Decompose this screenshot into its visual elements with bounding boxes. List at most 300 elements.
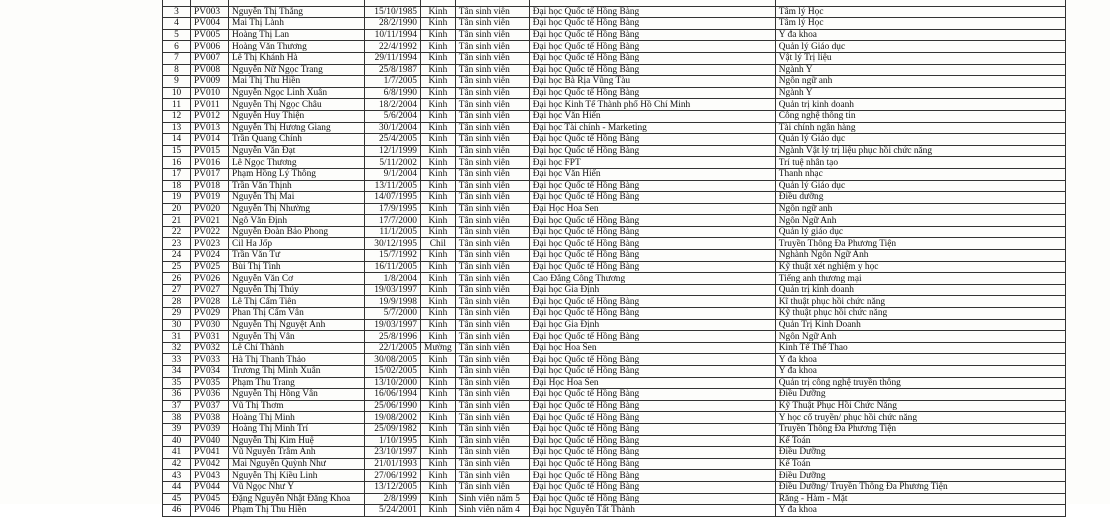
dob-cell: 19/03/1997 [365, 284, 421, 296]
ethnicity-cell: Kinh [421, 412, 456, 424]
stt-cell: 30 [163, 319, 191, 331]
school-cell: Đại học Quốc tế Hồng Bàng [529, 215, 775, 227]
dob-cell: 25/8/1987 [365, 64, 421, 76]
dob-cell: 2/8/1999 [365, 493, 421, 505]
code-cell: PV039 [191, 423, 229, 435]
name-cell: Lê Ngọc Thương [229, 157, 365, 169]
ethnicity-cell: Kinh [421, 458, 456, 470]
school-cell: Cao Đẳng Công Thương [529, 273, 775, 285]
code-cell: PV044 [191, 481, 229, 493]
name-cell: Mai Thị Thu Hiền [229, 76, 365, 88]
table-row [163, 18, 1066, 30]
name-cell: Vũ Thị Thơm [229, 400, 365, 412]
school-cell: Đại học Quốc tế Hồng Bàng [529, 180, 775, 192]
code-cell: PV036 [191, 389, 229, 401]
dob-cell: 10/11/1994 [365, 29, 421, 41]
table-row [163, 308, 1066, 320]
code-cell: PV008 [191, 64, 229, 76]
code-cell: PV031 [191, 331, 229, 343]
ethnicity-cell: Kinh [421, 481, 456, 493]
name-cell: Ngô Văn Định [229, 215, 365, 227]
major-cell: Quản lý Giáo dục [775, 134, 1065, 146]
school-cell: Đại học Gia Định [529, 319, 775, 331]
code-cell: PV040 [191, 435, 229, 447]
stt-cell: 21 [163, 215, 191, 227]
name-cell: Trần Quang Chính [229, 134, 365, 146]
school-cell: Đại học Quốc tế Hồng Bàng [529, 447, 775, 459]
ethnicity-cell: Chil [421, 238, 456, 250]
major-cell: Ngôn ngữ anh [775, 76, 1065, 88]
dob-cell: 19/9/1998 [365, 296, 421, 308]
ethnicity-cell: Kinh [421, 192, 456, 204]
table-row [163, 203, 1066, 215]
dob-cell: 1/10/1995 [365, 435, 421, 447]
table-row [163, 400, 1066, 412]
table-row [163, 423, 1066, 435]
school-cell: Đại học Quốc tế Hồng Bàng [529, 412, 775, 424]
school-cell: Đại học Văn Hiến [529, 110, 775, 122]
major-cell: Điều dưỡng [775, 192, 1065, 204]
dob-cell: 19/03/1997 [365, 319, 421, 331]
table-body [163, 0, 1066, 516]
dob-cell: 22/1/2005 [365, 342, 421, 354]
status-cell: Tân sinh viên [455, 377, 529, 389]
table-row [163, 447, 1066, 459]
school-cell: Đại học Quốc tế Hồng Bàng [529, 400, 775, 412]
dob-cell: 30/12/1995 [365, 238, 421, 250]
stt-cell: 40 [163, 435, 191, 447]
name-cell: Nguyễn Thị Hương Giang [229, 122, 365, 134]
stt-cell: 8 [163, 64, 191, 76]
name-cell: Lê Thị Cẩm Tiên [229, 296, 365, 308]
table-row [163, 250, 1066, 262]
name-cell: Hoàng Thị Lan [229, 29, 365, 41]
table-row [163, 389, 1066, 401]
school-cell: Đại học Hoa Sen [529, 342, 775, 354]
dob-cell: 25/4/2005 [365, 134, 421, 146]
name-cell: Nguyễn Thị Kiều Linh [229, 470, 365, 482]
name-cell: Nguyễn Đoàn Bảo Phong [229, 226, 365, 238]
status-cell: Tân sinh viên [455, 76, 529, 88]
table-row [163, 284, 1066, 296]
code-cell: PV004 [191, 18, 229, 30]
status-cell: Tân sinh viên [455, 41, 529, 53]
ethnicity-cell: Kinh [421, 261, 456, 273]
code-cell: PV029 [191, 308, 229, 320]
ethnicity-cell: Mường [421, 342, 456, 354]
major-cell: Kinh Tế Thể Thao [775, 342, 1065, 354]
code-cell: PV019 [191, 192, 229, 204]
code-cell: PV032 [191, 342, 229, 354]
name-cell: Phạm Thị Thu Hiền [229, 505, 365, 517]
dob-cell: 21/01/1993 [365, 458, 421, 470]
major-cell: Điều Dưỡng [775, 447, 1065, 459]
code-cell: PV046 [191, 505, 229, 517]
status-cell: Tân sinh viên [455, 87, 529, 99]
dob-cell: 15/02/2005 [365, 366, 421, 378]
ethnicity-cell: Kinh [421, 377, 456, 389]
major-cell: Tiếng anh thương mại [775, 273, 1065, 285]
school-cell: Đại học Quốc tế Hồng Bàng [529, 296, 775, 308]
major-cell: Ngôn ngữ anh [775, 203, 1065, 215]
code-cell: PV021 [191, 215, 229, 227]
table-row [163, 87, 1066, 99]
dob-cell: 30/08/2005 [365, 354, 421, 366]
status-cell: Tân sinh viên [455, 284, 529, 296]
name-cell: Nguyễn Nữ Ngọc Trang [229, 64, 365, 76]
major-cell: Quản trị kinh doanh [775, 284, 1065, 296]
major-cell: Điều Dưỡng [775, 470, 1065, 482]
name-cell: Lê Chí Thành [229, 342, 365, 354]
status-cell: Tân sinh viên [455, 366, 529, 378]
stt-cell: 11 [163, 99, 191, 111]
major-cell: Điều Dưỡng/ Truyền Thông Đa Phương Tiện [775, 481, 1065, 493]
major-cell: Ngôn Ngữ Anh [775, 331, 1065, 343]
ethnicity-cell: Kinh [421, 99, 456, 111]
status-cell: Tân sinh viên [455, 238, 529, 250]
status-cell: Tân sinh viên [455, 52, 529, 64]
major-cell: Tâm lý Học [775, 18, 1065, 30]
dob-cell: 17/7/2000 [365, 215, 421, 227]
status-cell: Tân sinh viên [455, 157, 529, 169]
stt-cell: 38 [163, 412, 191, 424]
school-cell: Đại học Quốc tế Hồng Bàng [529, 87, 775, 99]
major-cell: Vật lý Trị liệu [775, 52, 1065, 64]
dob-cell: 5/11/2002 [365, 157, 421, 169]
stt-cell: 20 [163, 203, 191, 215]
table-row [163, 354, 1066, 366]
name-cell: Nguyễn Thị Kim Huệ [229, 435, 365, 447]
status-cell: Sinh viên năm 4 [455, 505, 529, 517]
stt-cell: 28 [163, 296, 191, 308]
major-cell: Kỹ Thuật Phục Hồi Chức Năng [775, 400, 1065, 412]
school-cell: Đại học Quốc tế Hồng Bàng [529, 470, 775, 482]
stt-cell: 36 [163, 389, 191, 401]
ethnicity-cell: Kinh [421, 226, 456, 238]
stt-cell: 7 [163, 52, 191, 64]
ethnicity-cell: Kinh [421, 505, 456, 517]
code-cell: PV027 [191, 284, 229, 296]
stt-cell: 41 [163, 447, 191, 459]
status-cell: Tân sinh viên [455, 18, 529, 30]
stt-cell: 34 [163, 366, 191, 378]
ethnicity-cell: Kinh [421, 203, 456, 215]
major-cell: Y đa khoa [775, 505, 1065, 517]
major-cell: Truyền Thông Đa Phương Tiện [775, 238, 1065, 250]
ethnicity-cell: Kinh [421, 447, 456, 459]
table-row [163, 157, 1066, 169]
school-cell: Đại học Quốc tế Hồng Bàng [529, 493, 775, 505]
status-cell: Tân sinh viên [455, 342, 529, 354]
name-cell: Vũ Nguyễn Trâm Anh [229, 447, 365, 459]
code-cell: PV023 [191, 238, 229, 250]
status-cell: Tân sinh viên [455, 319, 529, 331]
school-cell: Đại học Quốc tế Hồng Bàng [529, 145, 775, 157]
major-cell: Trí tuệ nhân tạo [775, 157, 1065, 169]
ethnicity-cell: Kinh [421, 493, 456, 505]
status-cell: Tân sinh viên [455, 29, 529, 41]
code-cell: PV042 [191, 458, 229, 470]
school-cell: Đại học Quốc tế Hồng Bàng [529, 458, 775, 470]
major-cell: Nghành Ngôn Ngữ Anh [775, 250, 1065, 262]
major-cell: Truyền Thông Đa Phương Tiện [775, 423, 1065, 435]
ethnicity-cell: Kinh [421, 76, 456, 88]
ethnicity-cell: Kinh [421, 400, 456, 412]
code-cell: PV043 [191, 470, 229, 482]
status-cell: Tân sinh viên [455, 423, 529, 435]
ethnicity-cell: Kinh [421, 423, 456, 435]
code-cell: PV025 [191, 261, 229, 273]
stt-cell: 33 [163, 354, 191, 366]
table-row [163, 180, 1066, 192]
code-cell: PV037 [191, 400, 229, 412]
name-cell: Nguyễn Văn Cơ [229, 273, 365, 285]
dob-cell: 12/1/1999 [365, 145, 421, 157]
ethnicity-cell: Kinh [421, 110, 456, 122]
status-cell: Tân sinh viên [455, 435, 529, 447]
dob-cell: 18/2/2004 [365, 99, 421, 111]
stt-cell: 42 [163, 458, 191, 470]
stt-cell: 12 [163, 110, 191, 122]
table-row [163, 52, 1066, 64]
table-row [163, 192, 1066, 204]
ethnicity-cell: Kinh [421, 64, 456, 76]
stt-cell: 37 [163, 400, 191, 412]
dob-cell: 5/7/2000 [365, 308, 421, 320]
name-cell: Nguyễn Thị Mai [229, 192, 365, 204]
status-cell: Tân sinh viên [455, 134, 529, 146]
dob-cell: 13/12/2005 [365, 481, 421, 493]
table-row [163, 261, 1066, 273]
school-cell: Đại học Quốc tế Hồng Bàng [529, 435, 775, 447]
ethnicity-cell: Kinh [421, 29, 456, 41]
school-cell: Đại học Quốc tế Hồng Bàng [529, 18, 775, 30]
school-cell: Đại học Quốc tế Hồng Bàng [529, 423, 775, 435]
status-cell: Tân sinh viên [455, 6, 529, 18]
status-cell: Tân sinh viên [455, 481, 529, 493]
name-cell: Nguyễn Thị Ngọc Châu [229, 99, 365, 111]
status-cell: Tân sinh viên [455, 64, 529, 76]
status-cell: Tân sinh viên [455, 412, 529, 424]
status-cell: Tân sinh viên [455, 99, 529, 111]
stt-cell: 31 [163, 331, 191, 343]
major-cell: Ngành Y [775, 64, 1065, 76]
dob-cell: 25/8/1996 [365, 331, 421, 343]
table-row [163, 41, 1066, 53]
ethnicity-cell: Kinh [421, 296, 456, 308]
code-cell: PV041 [191, 447, 229, 459]
dob-cell: 30/1/2004 [365, 122, 421, 134]
code-cell: PV034 [191, 366, 229, 378]
major-cell: Thanh nhạc [775, 168, 1065, 180]
major-cell: Kĩ thuật phục hồi chức năng [775, 296, 1065, 308]
name-cell: Nguyễn Thị Thúy [229, 284, 365, 296]
ethnicity-cell: Kinh [421, 122, 456, 134]
major-cell: Tài chính ngân hàng [775, 122, 1065, 134]
name-cell: Nguyễn Huy Thiện [229, 110, 365, 122]
table-row [163, 342, 1066, 354]
student-list-table [162, 0, 1066, 517]
ethnicity-cell: Kinh [421, 389, 456, 401]
major-cell: Ngành Vật lý trị liệu phục hồi chức năng [775, 145, 1065, 157]
stt-cell: 5 [163, 29, 191, 41]
dob-cell: 27/06/1992 [365, 470, 421, 482]
status-cell: Tân sinh viên [455, 458, 529, 470]
school-cell: Đại học Nguyễn Tất Thành [529, 505, 775, 517]
school-cell: Đại Học Hoa Sen [529, 377, 775, 389]
stt-cell: 26 [163, 273, 191, 285]
code-cell: PV010 [191, 87, 229, 99]
ethnicity-cell: Kinh [421, 284, 456, 296]
dob-cell: 17/9/1995 [365, 203, 421, 215]
ethnicity-cell: Kinh [421, 273, 456, 285]
major-cell: Y đa khoa [775, 354, 1065, 366]
dob-cell: 15/10/1985 [365, 6, 421, 18]
school-cell: Đại học Quốc tế Hồng Bàng [529, 41, 775, 53]
school-cell: Đại học FPT [529, 157, 775, 169]
stt-cell: 25 [163, 261, 191, 273]
ethnicity-cell: Kinh [421, 215, 456, 227]
code-cell: PV028 [191, 296, 229, 308]
major-cell: Quản trị kinh doanh [775, 99, 1065, 111]
school-cell: Đại học Quốc tế Hồng Bàng [529, 134, 775, 146]
code-cell: PV026 [191, 273, 229, 285]
school-cell: Đại học Quốc tế Hồng Bàng [529, 6, 775, 18]
school-cell: Đại học Quốc tế Hồng Bàng [529, 481, 775, 493]
name-cell: Đặng Nguyễn Nhật Đăng Khoa [229, 493, 365, 505]
stt-cell: 46 [163, 505, 191, 517]
table-row [163, 168, 1066, 180]
status-cell: Tân sinh viên [455, 308, 529, 320]
code-cell: PV005 [191, 29, 229, 41]
status-cell: Tân sinh viên [455, 354, 529, 366]
name-cell: Nguyễn Văn Đạt [229, 145, 365, 157]
ethnicity-cell: Kinh [421, 354, 456, 366]
status-cell: Tân sinh viên [455, 110, 529, 122]
dob-cell: 5/6/2004 [365, 110, 421, 122]
major-cell: Y học cổ truyền/ phục hồi chức năng [775, 412, 1065, 424]
name-cell: Cil Ha Jốp [229, 238, 365, 250]
school-cell: Đại học Quốc tế Hồng Bàng [529, 308, 775, 320]
major-cell: Công nghệ thông tin [775, 110, 1065, 122]
ethnicity-cell: Kinh [421, 250, 456, 262]
code-cell: PV035 [191, 377, 229, 389]
name-cell: Phạm Hồng Lý Thông [229, 168, 365, 180]
school-cell: Đại học Quốc tế Hồng Bàng [529, 29, 775, 41]
major-cell: Ngôn Ngữ Anh [775, 215, 1065, 227]
code-cell: PV015 [191, 145, 229, 157]
stt-cell: 4 [163, 18, 191, 30]
name-cell: Mai Nguyễn Quỳnh Như [229, 458, 365, 470]
dob-cell: 15/7/1992 [365, 250, 421, 262]
stt-cell: 9 [163, 76, 191, 88]
table-row [163, 331, 1066, 343]
code-cell: PV022 [191, 226, 229, 238]
stt-cell: 15 [163, 145, 191, 157]
dob-cell: 25/06/1990 [365, 400, 421, 412]
table-row [163, 435, 1066, 447]
name-cell: Trương Thị Minh Xuân [229, 366, 365, 378]
stt-cell: 29 [163, 308, 191, 320]
table-row [163, 226, 1066, 238]
major-cell: Quản Trị Kinh Doanh [775, 319, 1065, 331]
table-row [163, 458, 1066, 470]
school-cell: Đại học Quốc tế Hồng Bàng [529, 250, 775, 262]
dob-cell: 29/11/1994 [365, 52, 421, 64]
school-cell: Đại Học Hoa Sen [529, 203, 775, 215]
school-cell: Đại học Quốc tế Hồng Bàng [529, 354, 775, 366]
major-cell: Điều Dưỡng [775, 389, 1065, 401]
stt-cell: 39 [163, 423, 191, 435]
name-cell: Nguyễn Ngọc Linh Xuân [229, 87, 365, 99]
name-cell: Bùi Thị Tình [229, 261, 365, 273]
code-cell: PV038 [191, 412, 229, 424]
major-cell: Kỹ thuật xét nghiệm y học [775, 261, 1065, 273]
table-row [163, 377, 1066, 389]
code-cell: PV030 [191, 319, 229, 331]
name-cell: Vũ Ngọc Như Ý [229, 481, 365, 493]
status-cell: Tân sinh viên [455, 389, 529, 401]
dob-cell: 16/11/2005 [365, 261, 421, 273]
major-cell: Y đa khoa [775, 366, 1065, 378]
name-cell: Nguyễn Thị Nhường [229, 203, 365, 215]
school-cell: Đại học Tài chính - Marketing [529, 122, 775, 134]
major-cell: Y đa khoa [775, 29, 1065, 41]
major-cell: Quản lý Giáo dục [775, 180, 1065, 192]
code-cell: PV017 [191, 168, 229, 180]
school-cell: Đại học Quốc tế Hồng Bàng [529, 261, 775, 273]
dob-cell: 22/4/1992 [365, 41, 421, 53]
school-cell: Đại học Bà Rịa Vũng Tàu [529, 76, 775, 88]
school-cell: Đại học Quốc tế Hồng Bàng [529, 238, 775, 250]
stt-cell: 44 [163, 481, 191, 493]
ethnicity-cell: Kinh [421, 180, 456, 192]
school-cell: Đại học Gia Định [529, 284, 775, 296]
dob-cell: 28/2/1990 [365, 18, 421, 30]
code-cell: PV012 [191, 110, 229, 122]
stt-cell: 10 [163, 87, 191, 99]
status-cell: Tân sinh viên [455, 168, 529, 180]
status-cell: Tân sinh viên [455, 273, 529, 285]
code-cell: PV045 [191, 493, 229, 505]
code-cell: PV014 [191, 134, 229, 146]
dob-cell: 19/08/2002 [365, 412, 421, 424]
dob-cell: 6/8/1990 [365, 87, 421, 99]
table-row [163, 238, 1066, 250]
major-cell: Kế Toán [775, 458, 1065, 470]
dob-cell: 13/10/2000 [365, 377, 421, 389]
table-row [163, 122, 1066, 134]
stt-cell: 13 [163, 122, 191, 134]
code-cell: PV009 [191, 76, 229, 88]
ethnicity-cell: Kinh [421, 18, 456, 30]
ethnicity-cell: Kinh [421, 6, 456, 18]
stt-cell: 43 [163, 470, 191, 482]
school-cell: Đại học Văn Hiến [529, 168, 775, 180]
dob-cell: 11/1/2005 [365, 226, 421, 238]
ethnicity-cell: Kinh [421, 168, 456, 180]
table-row [163, 296, 1066, 308]
code-cell: PV018 [191, 180, 229, 192]
table-row [163, 110, 1066, 122]
table-row [163, 366, 1066, 378]
table-row [163, 6, 1066, 18]
code-cell: PV003 [191, 6, 229, 18]
school-cell: Đại học Quốc tế Hồng Bàng [529, 192, 775, 204]
stt-cell: 17 [163, 168, 191, 180]
status-cell: Tân sinh viên [455, 296, 529, 308]
major-cell: Ngành Y [775, 87, 1065, 99]
